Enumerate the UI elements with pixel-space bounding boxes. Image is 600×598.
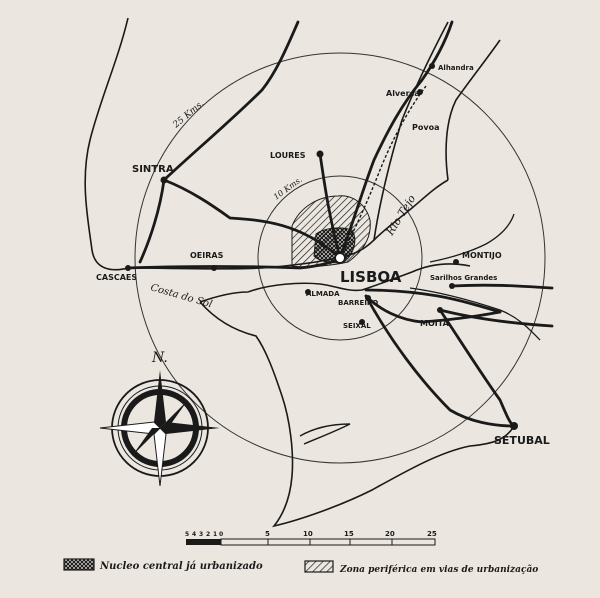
label-costa-do-sol: Costa do Sol xyxy=(149,282,214,311)
svg-text:25: 25 xyxy=(427,530,437,538)
svg-text:0: 0 xyxy=(219,531,224,538)
label-povoa: Povoa xyxy=(412,123,440,132)
label-25km: 25 Kms. xyxy=(171,98,207,131)
label-alverca: Alverca xyxy=(386,89,420,98)
svg-text:10: 10 xyxy=(303,530,313,538)
label-barreiro: BARREIRO xyxy=(338,299,379,307)
svg-text:5: 5 xyxy=(265,530,270,538)
lisboa-marker xyxy=(335,253,345,263)
svg-text:4: 4 xyxy=(192,531,197,538)
setubal-bay xyxy=(300,424,350,444)
label-loures: LOURES xyxy=(270,151,306,160)
legend-core-swatch xyxy=(64,559,94,570)
label-lisboa: LISBOA xyxy=(340,268,402,286)
label-seixal: SEIXAL xyxy=(343,322,371,330)
label-almada: ALMADA xyxy=(306,290,340,298)
compass-rose xyxy=(100,370,220,486)
label-sintra: SINTRA xyxy=(132,164,174,175)
label-10km: 10 Kms. xyxy=(271,174,304,202)
svg-text:1: 1 xyxy=(213,531,218,538)
label-sarilhos-grandes: Sarilhos Grandes xyxy=(430,274,498,282)
svg-text:3: 3 xyxy=(199,531,204,538)
label-setubal: SETUBAL xyxy=(494,434,550,447)
label-cascaes: CASCAES xyxy=(96,273,138,282)
legend-core-label: Nucleo central já urbanizado xyxy=(100,561,263,572)
svg-text:2: 2 xyxy=(206,531,211,538)
scale-big-ticks xyxy=(265,530,437,538)
label-montijo: MONTIJO xyxy=(462,251,502,260)
scale-bar xyxy=(186,539,435,545)
legend-periphery-label: Zona periférica em vias de urbanização xyxy=(340,565,539,575)
label-rio-tejo: Rio Tejo xyxy=(383,192,419,238)
legend-periphery-swatch xyxy=(305,561,333,572)
compass-north-label: N. xyxy=(152,350,168,366)
label-oeiras: OEIRAS xyxy=(190,251,224,260)
tejo-upstream-east xyxy=(446,40,500,180)
svg-text:20: 20 xyxy=(385,530,395,538)
svg-text:15: 15 xyxy=(344,530,354,538)
label-alhandra: Alhandra xyxy=(438,64,474,72)
scale-small-ticks xyxy=(185,531,223,538)
svg-text:5: 5 xyxy=(185,531,190,538)
label-moita: MOITA xyxy=(420,319,449,328)
